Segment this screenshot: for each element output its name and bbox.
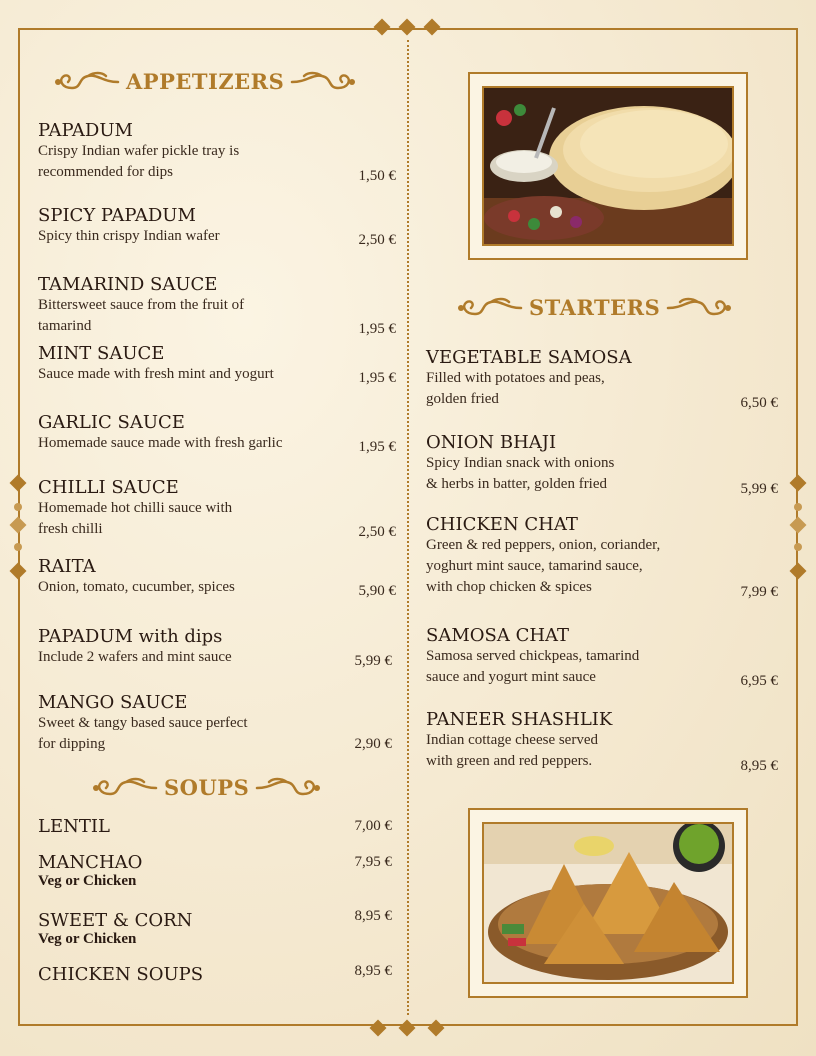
papadum-photo-frame xyxy=(468,72,748,260)
samosa-photo xyxy=(482,822,734,984)
menu-item: MINT SAUCE Sauce made with fresh mint and yogurt xyxy=(38,343,274,382)
soups-heading xyxy=(86,774,327,800)
section-title: APPETIZERS xyxy=(126,68,285,94)
dot-ornament-left-1 xyxy=(14,503,22,511)
swirl-ornament-icon xyxy=(255,774,327,800)
item-price: 1,95 € xyxy=(358,439,396,455)
menu-item: PAPADUM Crispy Indian wafer pickle tray is recommended for dips xyxy=(38,120,240,180)
starters-heading xyxy=(451,294,738,320)
item-price: 7,00 € xyxy=(354,818,392,834)
section-title: SOUPS xyxy=(164,774,250,800)
item-price: 8,95 € xyxy=(354,963,392,979)
item-price: 1,95 € xyxy=(358,321,396,337)
menu-item: CHICKEN CHAT Green & red peppers, onion, coriander, yoghurt mint sauce, tamarind sauce, with chop chicken & spices xyxy=(426,514,661,595)
column-divider xyxy=(407,40,409,1015)
swirl-ornament-icon xyxy=(48,68,120,94)
dot-ornament-right-2 xyxy=(794,543,802,551)
menu-item: CHILLI SAUCE Homemade hot chilli sauce with fresh chilli xyxy=(38,477,233,537)
menu-item: LENTIL xyxy=(38,816,110,837)
item-price: 1,50 € xyxy=(358,168,396,184)
menu-item: CHICKEN SOUPS xyxy=(38,964,204,985)
item-price: 7,95 € xyxy=(354,854,392,870)
menu-item: SAMOSA CHAT Samosa served chickpeas, tamarind sauce and yogurt mint sauce xyxy=(426,625,640,685)
item-price: 5,90 € xyxy=(358,583,396,599)
section-title: STARTERS xyxy=(529,294,661,320)
menu-item: GARLIC SAUCE Homemade sauce made with fresh garlic xyxy=(38,412,283,451)
item-price: 5,99 € xyxy=(354,653,392,669)
menu-item: TAMARIND SAUCE Bittersweet sauce from the fruit of tamarind xyxy=(38,274,245,334)
papadum-photo xyxy=(482,86,734,246)
menu-item: MANGO SAUCE Sweet & tangy based sauce perfect for dipping xyxy=(38,692,248,752)
swirl-ornament-icon xyxy=(451,294,523,320)
menu-item: SWEET & CORN Veg or Chicken xyxy=(38,910,193,947)
swirl-ornament-icon xyxy=(290,68,362,94)
item-price: 6,95 € xyxy=(740,673,778,689)
item-price: 2,50 € xyxy=(358,232,396,248)
item-price: 8,95 € xyxy=(740,758,778,774)
appetizers-heading xyxy=(48,68,362,94)
menu-item: SPICY PAPADUM Spicy thin crispy Indian wafer xyxy=(38,205,220,244)
swirl-ornament-icon xyxy=(666,294,738,320)
item-price: 2,90 € xyxy=(354,736,392,752)
item-price: 6,50 € xyxy=(740,395,778,411)
item-price: 1,95 € xyxy=(358,370,396,386)
menu-item: RAITA Onion, tomato, cucumber, spices xyxy=(38,556,235,595)
menu-item: PAPADUM with dips Include 2 wafers and mint sauce xyxy=(38,626,232,665)
menu-item: VEGETABLE SAMOSA Filled with potatoes and peas, golden fried xyxy=(426,347,632,407)
dot-ornament-right-1 xyxy=(794,503,802,511)
menu-item: PANEER SHASHLIK Indian cottage cheese served with green and red peppers. xyxy=(426,709,613,769)
item-price: 5,99 € xyxy=(740,481,778,497)
swirl-ornament-icon xyxy=(86,774,158,800)
item-price: 8,95 € xyxy=(354,908,392,924)
menu-item: ONION BHAJI Spicy Indian snack with onions & herbs in batter, golden fried xyxy=(426,432,615,492)
menu-item: MANCHAO Veg or Chicken xyxy=(38,852,143,889)
samosa-photo-frame xyxy=(468,808,748,998)
item-price: 7,99 € xyxy=(740,584,778,600)
dot-ornament-left-2 xyxy=(14,543,22,551)
item-price: 2,50 € xyxy=(358,524,396,540)
